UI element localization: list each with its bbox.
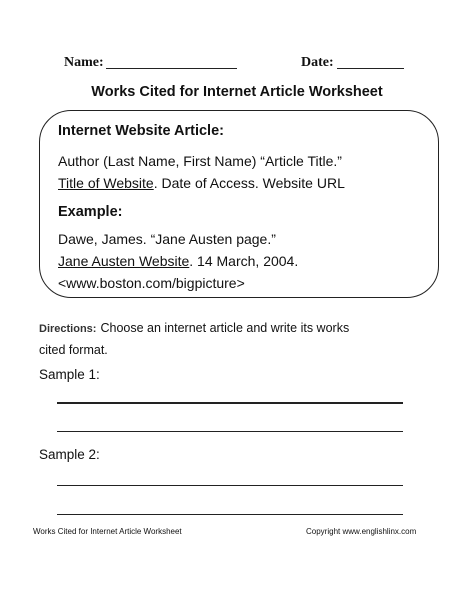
website-title-underlined: Title of Website <box>58 175 154 191</box>
sample-2-answer-line-2[interactable] <box>57 514 403 515</box>
directions-label: Directions: <box>39 323 97 335</box>
sample-1-answer-line-2[interactable] <box>57 431 403 432</box>
example-website-underlined: Jane Austen Website <box>58 253 190 269</box>
footer-right: Copyright www.englishlinx.com <box>306 527 417 536</box>
name-line[interactable] <box>106 68 237 69</box>
page-title: Works Cited for Internet Article Worksheet <box>91 84 383 100</box>
name-label: Name: <box>64 55 104 70</box>
example-heading: Example: <box>58 204 123 220</box>
directions-text-1: Choose an internet article and write its works <box>100 321 350 335</box>
format-line-2 <box>58 176 345 190</box>
example-line-3: <www.boston.com/bigpicture> <box>58 275 245 291</box>
sample-2-label: Sample 2: <box>39 447 100 462</box>
example-line-2-rest: . 14 March, 2004. <box>189 253 299 269</box>
format-line-1: Author (Last Name, First Name) “Article Title.” <box>58 153 342 169</box>
format-line-2-rest: . Date of Access. Website URL <box>153 175 345 191</box>
date-line[interactable] <box>337 68 404 69</box>
date-label: Date: <box>301 55 334 70</box>
footer-left: Works Cited for Internet Article Worksheet <box>33 527 182 536</box>
internet-article-heading: Internet Website Article: <box>58 123 224 139</box>
directions-text-2: cited format. <box>39 343 108 357</box>
citation-format-box <box>39 110 439 298</box>
example-line-1: Dawe, James. “Jane Austen page.” <box>58 231 276 247</box>
sample-2-answer-line-1[interactable] <box>57 485 403 486</box>
directions-line-1 <box>39 321 349 335</box>
example-line-2 <box>58 254 298 268</box>
sample-1-answer-line-1[interactable] <box>57 402 403 404</box>
sample-1-label: Sample 1: <box>39 367 100 382</box>
